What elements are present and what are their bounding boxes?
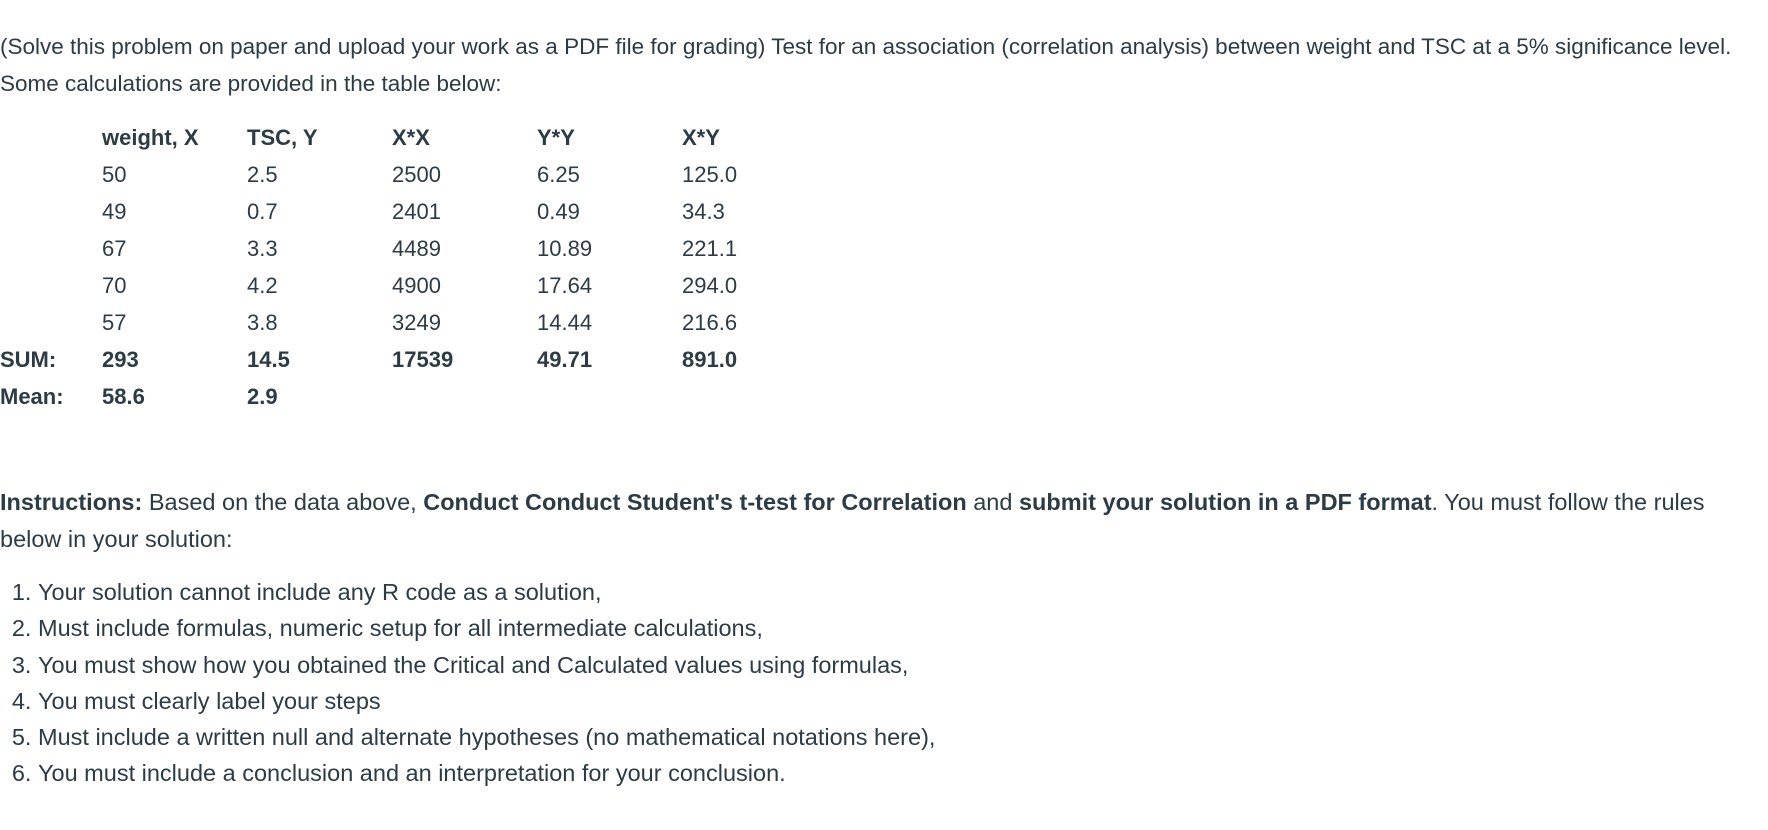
instructions-bold-submit: submit your solution in a PDF format [1018, 489, 1432, 515]
table-header-yy: Y*Y [537, 124, 575, 150]
table-row [0, 267, 827, 304]
list-item: 5. Must include a written null and alternate hypotheses (no mathematical notations here), [38, 719, 935, 755]
table-cell: 221.1 [682, 235, 738, 261]
table-cell: 294.0 [682, 272, 738, 298]
mean-cell: 2.9 [247, 383, 278, 409]
table-row [0, 193, 827, 230]
sum-cell: 293 [102, 346, 139, 372]
instructions-label: Instructions: [0, 489, 143, 515]
table-cell: 2401 [392, 198, 441, 224]
mean-cell: 58.6 [102, 383, 145, 409]
table-cell: 0.49 [537, 198, 580, 224]
table-cell: 0.7 [247, 198, 278, 224]
table-row [0, 230, 827, 267]
table-cell: 3249 [392, 309, 441, 335]
table-cell: 4.2 [247, 272, 278, 298]
table-header-xx: X*X [392, 124, 430, 150]
sum-label: SUM: [0, 346, 57, 372]
table-row [0, 304, 827, 341]
table-header-row [0, 119, 827, 156]
table-cell: 17.64 [537, 272, 593, 298]
table-header-weight: weight, X [102, 124, 199, 150]
table-cell: 67 [102, 235, 127, 261]
list-item: 3. You must show how you obtained the Critical and Calculated values using formulas, [38, 647, 935, 683]
table-header-blank [0, 119, 102, 156]
list-item: 2. Must include formulas, numeric setup for all intermediate calculations, [38, 610, 935, 646]
table-header-xy: X*Y [682, 124, 720, 150]
instructions-paragraph [0, 484, 1762, 558]
table-cell: 3.8 [247, 309, 278, 335]
table-cell: 4900 [392, 272, 441, 298]
instructions-text: and [966, 489, 1019, 515]
table-cell: 70 [102, 272, 127, 298]
table-cell: 14.44 [537, 309, 593, 335]
table-cell: 2.5 [247, 161, 278, 187]
list-item: 6. You must include a conclusion and an interpretation for your conclusion. [38, 755, 935, 791]
table-cell: 216.6 [682, 309, 738, 335]
table-cell: 57 [102, 309, 127, 335]
table-cell: 50 [102, 161, 127, 187]
sum-cell: 14.5 [247, 346, 290, 372]
table-cell: 49 [102, 198, 127, 224]
table-cell: 125.0 [682, 161, 738, 187]
table-cell: 6.25 [537, 161, 580, 187]
calculation-table [0, 119, 827, 415]
table-header-tsc: TSC, Y [247, 124, 318, 150]
sum-cell: 49.71 [537, 346, 593, 372]
sum-cell: 891.0 [682, 346, 738, 372]
mean-row [0, 378, 827, 415]
table-cell: 4489 [392, 235, 441, 261]
problem-statement: (Solve this problem on paper and upload your work as a PDF file for grading) Test for an association (correlation analysis) between weight and TSC at a 5% significance level. Some calculations are provided in the table below: [0, 34, 1732, 96]
instructions-text: Based on the data above, [142, 489, 424, 515]
table-cell: 34.3 [682, 198, 725, 224]
list-item: 1. Your solution cannot include any R code as a solution, [38, 574, 935, 610]
mean-label: Mean: [0, 383, 64, 409]
instructions-text: . You must follow the rules below in your solution: [0, 489, 1705, 552]
table-row [0, 156, 827, 193]
table-cell: 10.89 [537, 235, 593, 261]
table-cell: 2500 [392, 161, 441, 187]
sum-row [0, 341, 827, 378]
instructions-bold-test: Conduct Conduct Student's t-test for Correlation [423, 489, 967, 515]
sum-cell: 17539 [392, 346, 454, 372]
rules-list [0, 574, 935, 792]
table-cell: 3.3 [247, 235, 278, 261]
list-item: 4. You must clearly label your steps [38, 683, 935, 719]
